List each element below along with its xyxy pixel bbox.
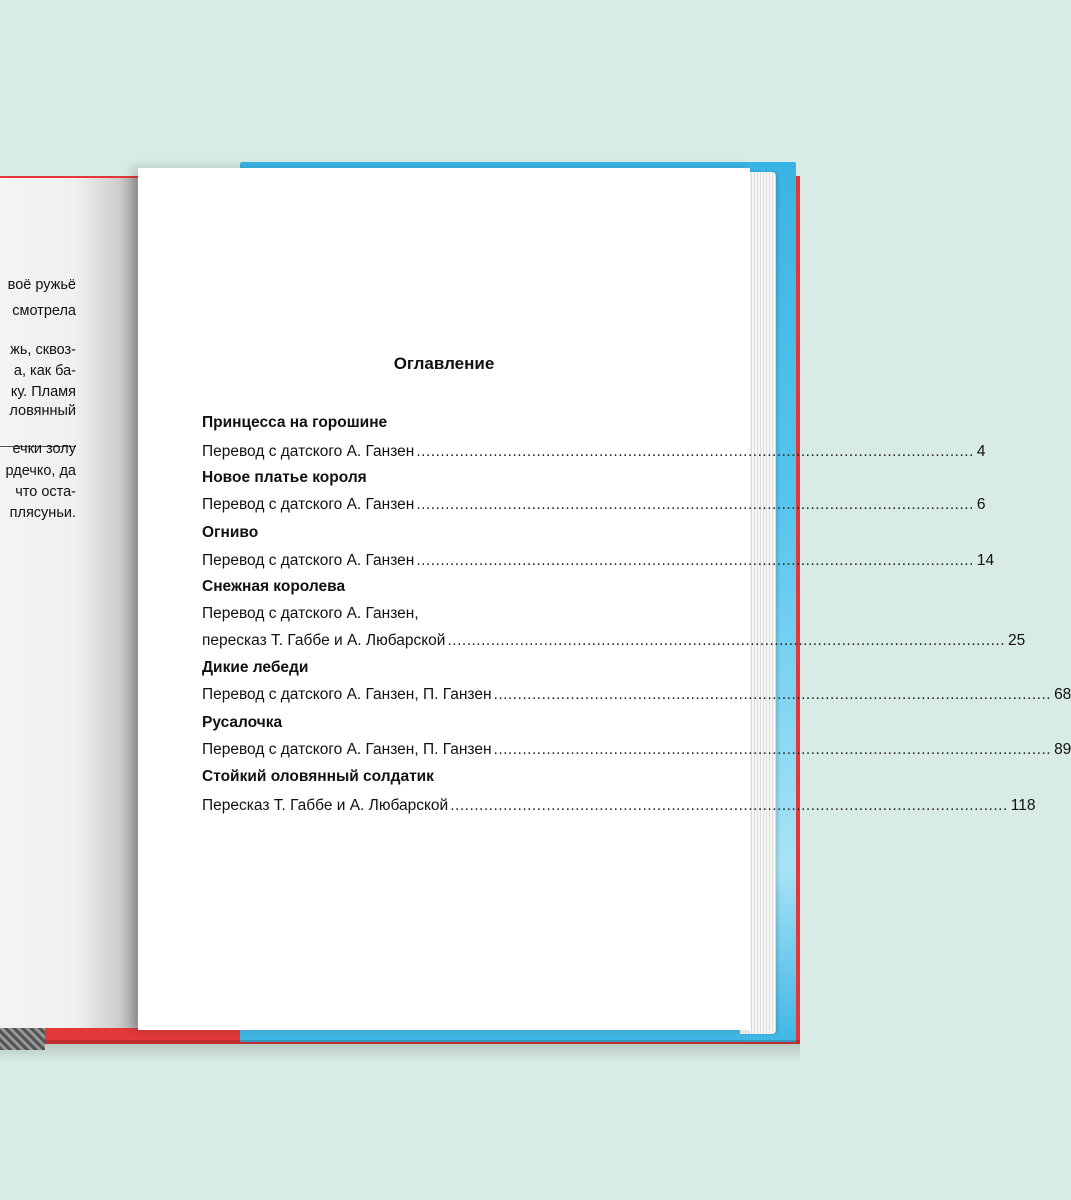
left-text-line: ечки золу [12,441,76,457]
toc-entry-text: Перевод с датского А. Ганзен, [202,605,419,622]
toc-heading: Огниво [202,524,259,541]
toc-page-number: 6 [976,496,986,513]
left-page [0,178,138,1028]
toc-dot-leader: .................................................................................................................... [416,552,974,569]
toc-page-number: 68 [1054,686,1071,703]
left-text-line: жь, сквоз- [10,342,76,358]
toc-heading: Снежная королева [202,578,346,595]
toc-page-number: 4 [976,443,986,460]
toc-page-number: 25 [1008,632,1026,649]
toc-entry-text: Перевод с датского А. Ганзен [202,496,415,513]
toc-entry [202,443,986,463]
left-page-text [0,178,76,1028]
right-page [138,168,1071,1030]
left-text-line: ловянный [9,403,76,419]
toc-heading: Дикие лебеди [202,659,309,676]
toc-entry-text: Перевод с датского А. Ганзен, П. Ганзен [202,686,492,703]
toc-entry [202,686,1071,706]
left-text-line: а, как ба- [13,363,76,379]
book-shadow [0,1040,800,1062]
left-text-line: рдечко, да [5,463,76,479]
left-text-line: воё ружьё [7,277,76,293]
toc-dot-leader: .................................................................................................................... [447,632,1006,649]
toc-title: Оглавление [393,354,495,373]
left-text-line: плясуньи. [9,505,76,521]
toc-entry [202,632,1026,652]
toc-entry-text: Пересказ Т. Габбе и А. Любарской [202,797,449,814]
toc-dot-leader: .................................................................................................................... [493,686,1052,703]
toc-dot-leader: .................................................................................................................... [493,741,1052,758]
toc-heading: Принцесса на горошине [202,414,388,431]
toc-entry [202,496,986,516]
toc-dot-leader: .................................................................................................................... [416,443,974,460]
toc-entry-text: Перевод с датского А. Ганзен, П. Ганзен [202,741,492,758]
toc-entry-text: пересказ Т. Габбе и А. Любарской [202,632,446,649]
toc-heading: Новое платье короля [202,469,367,486]
toc-page-number: 118 [1010,797,1036,814]
toc-dot-leader: .................................................................................................................... [416,496,974,513]
left-text-line: смотрела [12,303,76,319]
toc-entry [202,741,1071,761]
toc-dot-leader: .................................................................................................................... [450,797,1008,814]
toc-entry [202,797,1036,817]
toc-entry-text: Перевод с датского А. Ганзен [202,552,415,569]
toc-entry [202,552,995,572]
left-text-line: что оста- [15,484,76,500]
toc-page-number: 89 [1054,741,1071,758]
toc-entry-text: Перевод с датского А. Ганзен [202,443,415,460]
toc-page-number: 14 [976,552,995,569]
toc-heading: Стойкий оловянный солдатик [202,768,434,785]
left-text-line: ку. Пламя [10,384,76,400]
toc-heading: Русалочка [202,714,283,731]
